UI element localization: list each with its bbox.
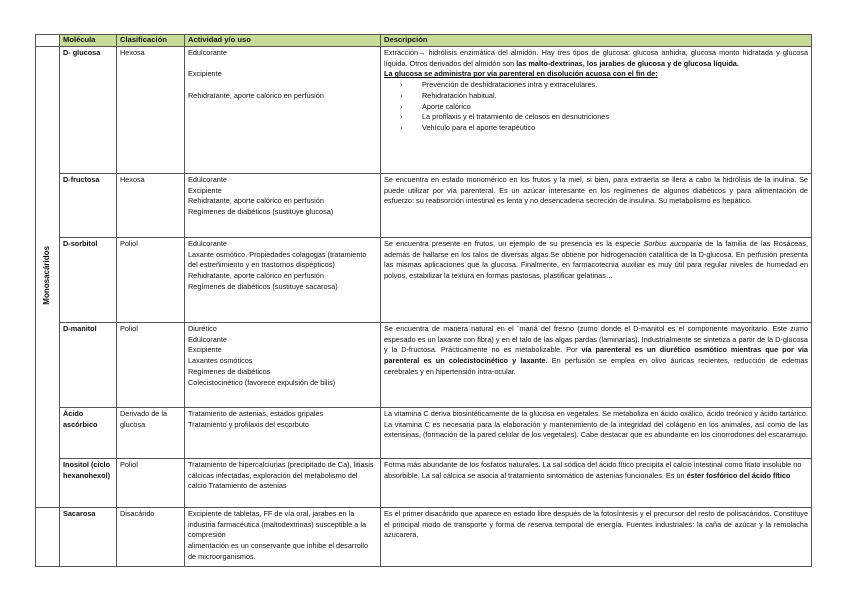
- molecule-activity: [185, 174, 381, 238]
- table-row: [36, 47, 812, 174]
- header-description: Descripción: [381, 35, 812, 47]
- table-row: [36, 323, 812, 408]
- molecule-description: Es el primer disacárido que aparece en estado libre después de la fotosíntesis y el precursor del resto de polisacáridos. Constituye el principal modo de transporte y forma de reserva temporal de energía. Fuentes industriales: la caña de azúcar y la remolacha azucarera.: [381, 508, 812, 567]
- activity-item: Rehidratante, aporte calórico en perfusión: [188, 196, 324, 206]
- activity-item: Regímenes de diabéticos: [188, 366, 271, 376]
- molecule-description: [381, 323, 812, 408]
- molecule-class: Poliol: [117, 238, 185, 323]
- table-row: [36, 408, 812, 459]
- molecule-description: [381, 47, 812, 174]
- molecule-activity: [185, 408, 381, 459]
- activity-item: Rehidratante, aporte calórico en perfusión: [188, 90, 324, 100]
- description-subheading: La glucosa se administra por vía parenteral en disolución acuosa con el fin de:: [384, 69, 658, 79]
- activity-item: Diurético: [188, 324, 217, 333]
- molecule-class: Hexosa: [117, 174, 185, 238]
- description-text: Se encuentra de manera natural en el ¨maná del fresno (zumo donde el D-manitol es el componente mayoritario. Este zumo espesado es un laxante con fibra) y en el talo de las algas pardas (laminarías). Industrialmente se sintetiza a partir de la D-glucosa y la D-fructosa. Prácticamente no es metabolizable. Por: [384, 324, 808, 355]
- molecule-description: [381, 238, 812, 323]
- molecule-activity: Tratamiento de hipercalciurias (precipitado de Ca), litiasis cálcicas infectadas, exploración del metabolismo del calcio Tratamiento de astenias: [185, 459, 381, 508]
- table-header-row: [36, 35, 812, 47]
- table-row: [36, 174, 812, 238]
- list-item: › Prevención de deshidrataciones intra y extracelulares.: [422, 80, 808, 91]
- activity-item: Edulcorante: [188, 48, 227, 57]
- list-item: › Rehidratación habitual.: [422, 91, 808, 102]
- description-bold-text: las malto-dextrinas, los jarabes de glucosa y de glucosa líquida.: [516, 58, 739, 68]
- activity-item: alimentación es un conservante que inhibe el desarrollo de microorganismos.: [188, 541, 369, 561]
- molecule-class: Poliol: [117, 323, 185, 408]
- molecule-description: [381, 459, 812, 508]
- list-item: › Aporte calórico: [422, 102, 808, 113]
- molecule-class: Poliol: [117, 459, 185, 508]
- molecule-activity: [185, 238, 381, 323]
- description-paragraph: [384, 48, 808, 69]
- activity-item: Rehidratante, aporte calórico en perfusión: [188, 271, 324, 281]
- activity-item: Tratamiento de astenias, estados gripales: [188, 409, 324, 418]
- document-page: [35, 34, 811, 567]
- list-item: › La profilaxis y el tratamiento de celosos en desnutriciones: [422, 112, 808, 123]
- molecule-activity: [185, 508, 381, 567]
- activity-item: Regímenes de diabéticos (sustituye sacarosa): [188, 281, 338, 291]
- description-text: de la familia de las Rosáceas, además de hallarse en los talos de diversas algas.Se obtiene por hidrogenación catalítica de la D-glucosa. En perfusión presenta las mismas aplicaciones que la glucosa. Finalmente, en farmacotecnia auxiliar es muy útil para regular niveles de humedad en polvos, estabilizar la textura en formas pastosas, plastificar gelatinas…: [384, 239, 809, 281]
- activity-item: Regímenes de diabéticos (sustituye glucosa): [188, 207, 334, 217]
- header-activity: Actividad y/o uso: [185, 35, 381, 47]
- molecule-name: Sacarosa: [60, 508, 117, 567]
- molecule-name: D-manitol: [60, 323, 117, 408]
- molecule-class: Hexosa: [117, 47, 185, 174]
- activity-item: Tratamiento y profilaxis del escorbuto: [188, 419, 309, 429]
- activity-item: Excipiente: [188, 69, 222, 79]
- activity-item: Colecistocinético (favorece expulsión de bilis): [188, 377, 336, 387]
- molecule-activity: [185, 323, 381, 408]
- list-item: › Vehículo para el aporte terapéutico: [422, 123, 808, 134]
- table-row: [36, 238, 812, 323]
- molecule-name: D- glucosa: [60, 47, 117, 174]
- description-text: . En perfusión se emplea en olivo áuricas recientes, reducción de edemas cerebrales y en hipertensión intra-ocular.: [384, 356, 808, 376]
- description-text: Forma más abundante de los fosfatos naturales. La sal sódica del ácido fítico precipita el calcio intestinal como fitato insoluble no absorbible. La sal cálcica se asocia al tratamiento sintomático de astenias funcionales. Es un: [384, 460, 802, 480]
- activity-item: Excipiente: [188, 185, 222, 195]
- activity-item: Edulcorante: [188, 239, 227, 248]
- group-blank-cell: [36, 508, 60, 567]
- header-classification: Clasificación: [117, 35, 185, 47]
- activity-item: Edulcorante: [188, 334, 227, 344]
- molecule-class: Disacárido: [117, 508, 185, 567]
- group-label: Monosacáridos: [42, 245, 52, 305]
- molecule-activity: [185, 47, 381, 174]
- activity-item: Excipiente: [188, 345, 222, 355]
- table-row: [36, 459, 812, 508]
- header-blank-cell: [36, 35, 60, 47]
- activity-item: Laxantes osmóticos: [188, 356, 253, 366]
- molecule-name: D-fructosa: [60, 174, 117, 238]
- description-text: Se encuentra presente en frutos, un ejemplo de su presencia es la especie: [384, 239, 644, 248]
- header-molecule: Molécula: [60, 35, 117, 47]
- molecule-name: Inositol (ciclohexanohexol): [60, 459, 117, 508]
- species-name: Sorbus aucoparia: [643, 239, 702, 248]
- group-label-cell: [36, 47, 60, 508]
- molecule-description: La vitamina C deriva biosintéticamente de la glucosa en vegetales. Se metaboliza en ácido oxálico, ácido treónico y ácido tartárico. La vitamina C es necesaria para la elaboración y mantenimiento de la integridad del colágeno en los animales, así como de las extensinas, (formación de la pared celular de los vegetales). Cabe destacar que es abundante en los cinorrodones del escaramujo.: [381, 408, 812, 459]
- description-bold-text: vía parenteral es un diurético osmótico mientras que por vía parenteral es un colecistocinético y laxante: [384, 345, 808, 366]
- activity-item: Edulcorante: [188, 175, 227, 184]
- molecule-description: Se encuentra en estado monomérico en los frutos y la miel, si bien, para extraerla se llera a cabo la hidrólisis de la inulina. Se puede utilizar por vía parenteral. Es un azúcar interesante en los regímenes de algunos diabéticos y para alimentación de esfuerzo: su reabsorción intestinal es lenta y no desencadena secreción de insulina. Su metabolismo es hepático.: [381, 174, 812, 238]
- description-list: [384, 80, 808, 134]
- table-row: [36, 508, 812, 567]
- description-bold-text: éster fosfórico del ácido fítico: [686, 470, 791, 480]
- activity-item: Excipiente de tabletas, FF de vía oral, jarabes en la industria farmacéutica (maltodextrinas) susceptible a la compresión: [188, 509, 367, 540]
- activity-item: Laxante osmótico. Propiedades colagogas (tratamiento del estreñimiento y en trastornos dispépticos): [188, 249, 367, 270]
- description-text: Extracción→ hidrólisis enzimática del almidón. Hay tres tipos de glucosa: glucosa anhidra, glucosa monto hidratada y glucosa líquida. Otros derivados del almidón son: [384, 48, 808, 68]
- molecule-name: Ácido ascórbico: [60, 408, 117, 459]
- molecule-class: Derivado de la glucosa: [117, 408, 185, 459]
- molecule-name: D-sorbitol: [60, 238, 117, 323]
- carbohydrates-table: [35, 34, 812, 567]
